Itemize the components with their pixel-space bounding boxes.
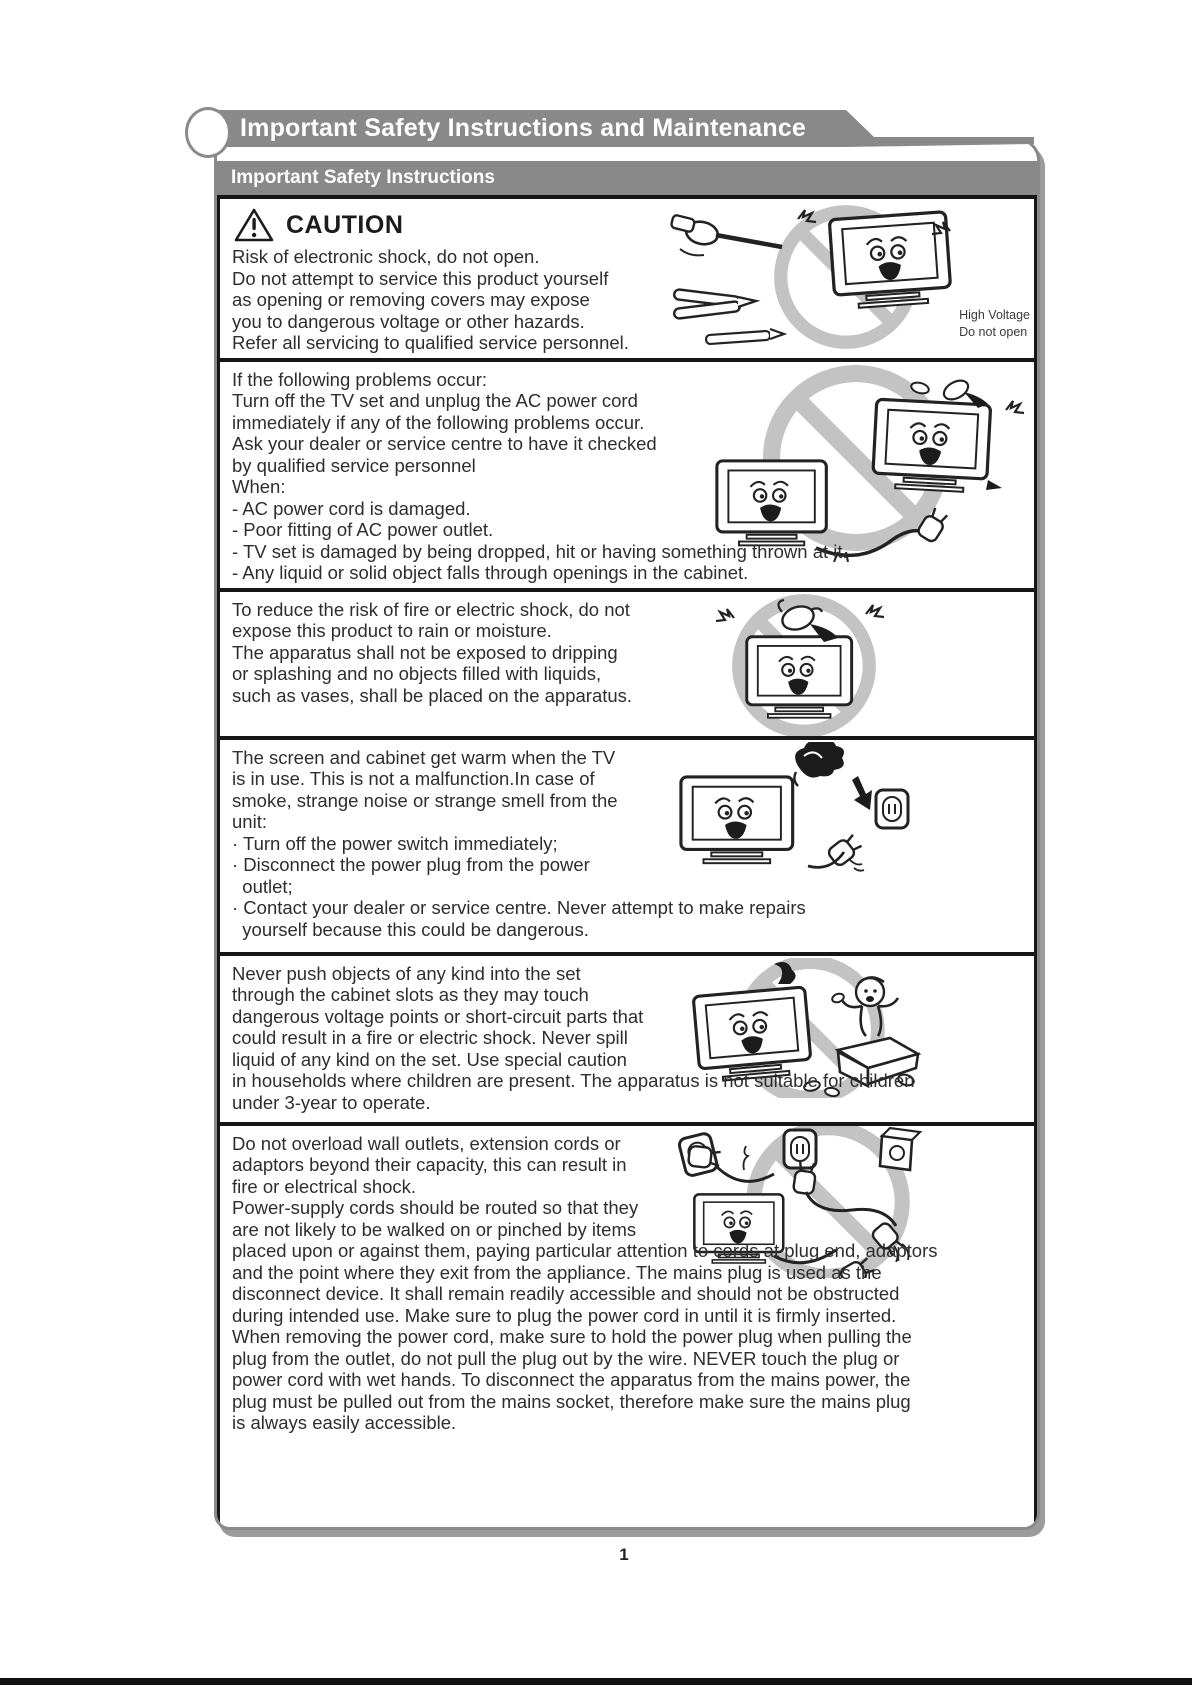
text-line: plug must be pulled out from the mains socket, therefore make sure the mains plug <box>232 1390 911 1412</box>
page-title-bar <box>214 110 846 147</box>
illustration-caption <box>959 307 1030 341</box>
text-line: liquid of any kind on the set. Use special caution <box>232 1048 627 1070</box>
text-line: are not likely to be walked on or pinched by items <box>232 1218 637 1240</box>
text-line: Do not overload wall outlets, extension cords or <box>232 1132 621 1154</box>
text-line: immediately if any of the following problems occur. <box>232 411 645 433</box>
text-line: during intended use. Make sure to plug the power cord in until it is firmly inserted. <box>232 1304 897 1326</box>
text-line: When removing the power cord, make sure to hold the power plug when pulling the <box>232 1326 912 1347</box>
text-line: Ask your dealer or service centre to have it checked <box>232 433 657 454</box>
text-line: in households where children are present. The apparatus is not suitable for children <box>232 1070 915 1091</box>
caption-line: Do not open <box>959 325 1028 339</box>
text-line: adaptors beyond their capacity, this can result in <box>232 1154 627 1175</box>
text-line: dangerous voltage points or short-circuit parts that <box>232 1005 644 1027</box>
text-line: expose this product to rain or moisture. <box>232 620 552 641</box>
text-line: or splashing and no objects filled with liquids, <box>232 663 602 684</box>
section-header-bar <box>217 161 1037 195</box>
text-line: fire or electrical shock. <box>232 1175 417 1197</box>
text-line: Do not attempt to service this product yourself <box>232 267 609 289</box>
text-line: Refer all servicing to qualified service personnel. <box>232 332 629 353</box>
text-line: Risk of electronic shock, do not open. <box>232 246 540 267</box>
text-line: by qualified service personnel <box>232 454 476 476</box>
page-number: 1 <box>619 1545 629 1564</box>
text-line: unit: <box>232 811 267 832</box>
text-line: · Disconnect the power plug from the power <box>232 854 590 875</box>
text-line: as opening or removing covers may expose <box>232 289 590 310</box>
text-line: outlet; <box>232 875 293 897</box>
text-line: When: <box>232 476 286 497</box>
text-line: Never push objects of any kind into the set <box>232 962 581 984</box>
caption-line: High Voltage <box>959 308 1030 322</box>
text-line: The apparatus shall not be exposed to dripping <box>232 641 618 663</box>
text-line: · Turn off the power switch immediately; <box>232 832 558 854</box>
safety-instructions-panel <box>214 138 1040 1530</box>
text-line: - AC power cord is damaged. <box>232 497 471 519</box>
text-line: could result in a fire or electric shock. Never spill <box>232 1027 628 1048</box>
text-line: and the point where they exit from the appliance. The mains plug is used as the <box>232 1261 882 1283</box>
text-line: under 3-year to operate. <box>232 1091 431 1113</box>
text-line: - TV set is damaged by being dropped, hit or having something thrown at it. <box>232 540 848 562</box>
text-line: Power-supply cords should be routed so that they <box>232 1197 639 1218</box>
text-line: smoke, strange noise or strange smell from the <box>232 789 618 811</box>
text-line: yourself because this could be dangerous. <box>232 918 589 940</box>
section-unplug-problems <box>220 358 1034 588</box>
text-line: you to dangerous voltage or other hazards. <box>232 310 585 332</box>
text-line: is in use. This is not a malfunction.In case of <box>232 768 595 789</box>
text-line: such as vases, shall be placed on the apparatus. <box>232 684 633 706</box>
caution-heading: CAUTION <box>286 210 404 239</box>
sections-table <box>217 195 1037 1527</box>
text-line: power cord with wet hands. To disconnect the apparatus from the mains power, the <box>232 1369 911 1390</box>
text-line: - Poor fitting of AC power outlet. <box>232 519 494 540</box>
section-children-objects <box>220 952 1034 1122</box>
text-line: If the following problems occur: <box>232 368 488 390</box>
title-bar-tail <box>846 110 1046 150</box>
section-rain-moisture <box>220 588 1034 736</box>
text-line: is always easily accessible. <box>232 1412 457 1433</box>
section-caution <box>220 195 1034 358</box>
text-line: placed upon or against them, paying particular attention to cords at plug end, adaptors <box>232 1240 938 1261</box>
text-line: Turn off the TV set and unplug the AC power cord <box>232 390 638 411</box>
text-line: - Any liquid or solid object falls through openings in the cabinet. <box>232 562 749 583</box>
section-header: Important Safety Instructions <box>231 167 495 188</box>
text-line: through the cabinet slots as they may touch <box>232 984 589 1005</box>
section-smoke-warm <box>220 736 1034 952</box>
text-line: · Contact your dealer or service centre. Never attempt to make repairs <box>232 897 806 918</box>
section-overload-outlets <box>220 1122 1034 1528</box>
warning-triangle-icon <box>234 208 274 242</box>
text-line: disconnect device. It shall remain readily accessible and should not be obstructed <box>232 1283 900 1304</box>
text-line: plug from the outlet, do not pull the plug out by the wire. NEVER touch the plug or <box>232 1347 900 1369</box>
page-title: Important Safety Instructions and Maintenance <box>240 114 807 142</box>
text-line: To reduce the risk of fire or electric shock, do not <box>232 598 630 620</box>
text-line: The screen and cabinet get warm when the TV <box>232 746 616 768</box>
page-bottom-rule <box>0 1678 1192 1685</box>
chapter-bullet-circle <box>185 107 231 158</box>
